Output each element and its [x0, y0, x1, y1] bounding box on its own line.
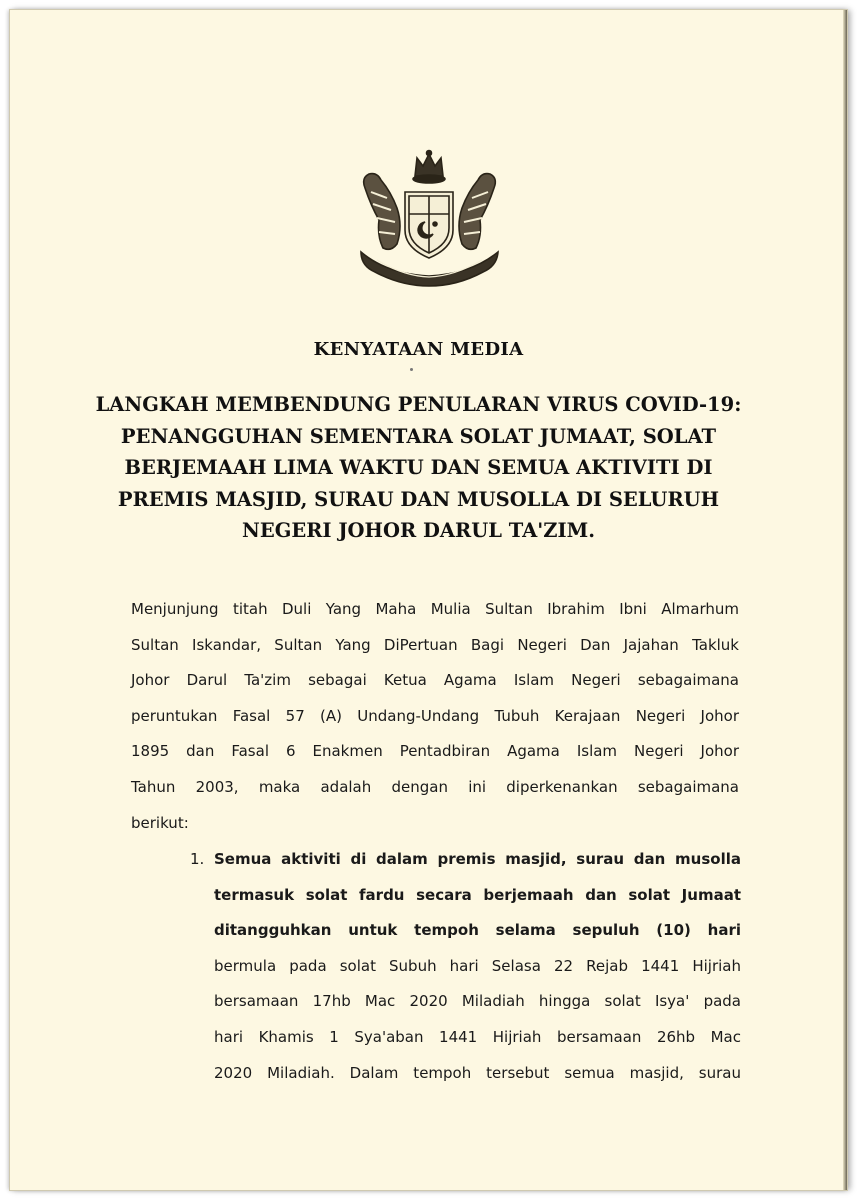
list-number: 1. — [190, 850, 205, 868]
paragraph-line: berikut: — [131, 813, 189, 832]
subtitle-line: LANGKAH MEMBENDUNG PENULARAN VIRUS COVID-19: — [95, 393, 742, 416]
document-subtitle — [0, 389, 837, 547]
list-line-bold: Semua aktiviti di dalam premis masjid, surau dan musolla — [214, 850, 741, 868]
paragraph-line: peruntukan Fasal 57 (A) Undang-Undang Tubuh Kerajaan Negeri Johor — [131, 706, 739, 725]
johor-state-crest-icon — [347, 148, 512, 288]
list-line: hari Khamis 1 Sya'aban 1441 Hijriah bersamaan 26hb Mac — [214, 1027, 741, 1046]
subtitle-line: PREMIS MASJID, SURAU DAN MUSOLLA DI SELURUH — [117, 487, 720, 511]
page-edge — [843, 10, 847, 1190]
paragraph-line: Johor Darul Ta'zim sebagai Ketua Agama Islam Negeri sebagaimana — [131, 671, 739, 690]
paragraph-line: 1895 dan Fasal 6 Enakmen Pentadbiran Agama Islam Negeri Johor — [131, 742, 739, 761]
subtitle-line: NEGERI JOHOR DARUL TA'ZIM. — [242, 519, 595, 542]
list-line-bold: termasuk solat fardu secara berjemaah dan solat Jumaat — [214, 885, 741, 904]
document-title: KENYATAAN MEDIA — [313, 339, 524, 360]
paragraph-line: Sultan Iskandar, Sultan Yang DiPertuan Bagi Negeri Dan Jajahan Takluk — [131, 635, 739, 654]
decorative-dot — [410, 368, 413, 371]
intro-paragraph — [131, 592, 739, 841]
subtitle-line: PENANGGUHAN SEMENTARA SOLAT JUMAAT, SOLAT — [120, 424, 717, 448]
list-line: bermula pada solat Subuh hari Selasa 22 Rejab 1441 Hijriah — [214, 956, 741, 975]
paragraph-line: Menjunjung titah Duli Yang Maha Mulia Sultan Ibrahim Ibni Almarhum — [131, 600, 739, 618]
list-line-bold: ditangguhkan untuk tempoh selama sepuluh (10) hari — [214, 921, 741, 940]
subtitle-line: BERJEMAAH LIMA WAKTU DAN SEMUA AKTIVITI DI — [124, 456, 713, 479]
list-item-text — [214, 842, 741, 1091]
list-line: bersamaan 17hb Mac 2020 Miladiah hingga solat Isya' pada — [214, 992, 741, 1011]
paragraph-line: Tahun 2003, maka adalah dengan ini diperkenankan sebagaimana — [131, 777, 739, 796]
list-line: 2020 Miladiah. Dalam tempoh tersebut semua masjid, surau — [214, 1063, 741, 1082]
